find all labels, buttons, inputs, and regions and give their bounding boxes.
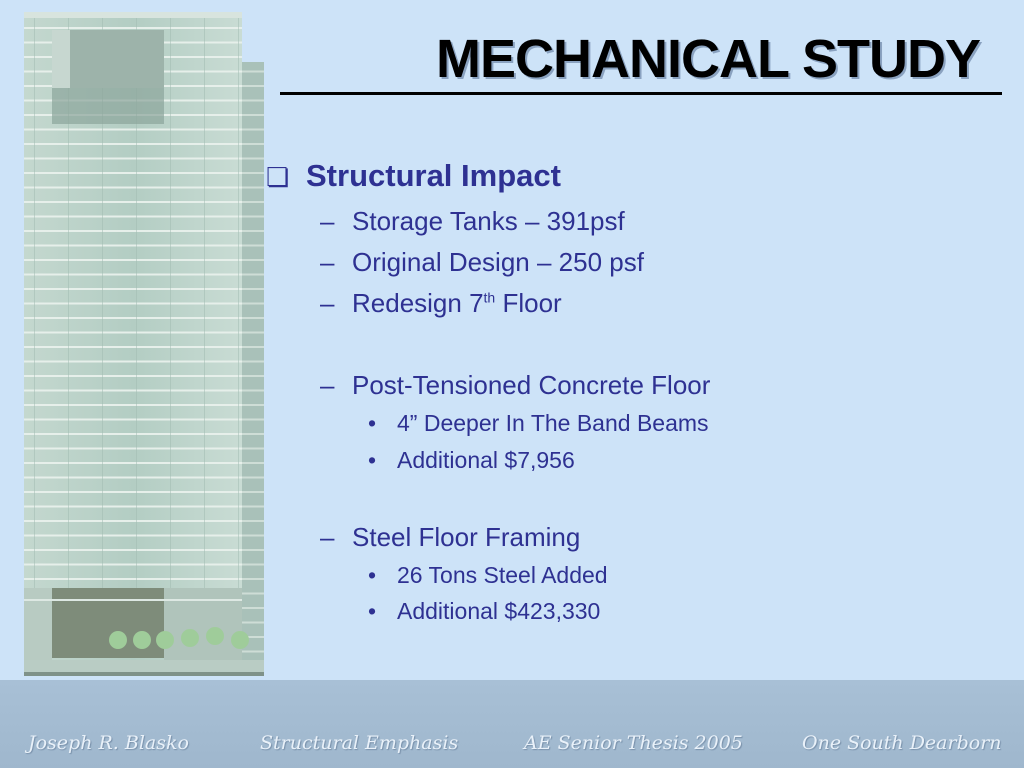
list-item: – Steel Floor Framing xyxy=(320,522,581,552)
sub-list-item: • 4” Deeper In The Band Beams xyxy=(368,410,709,436)
list-item: – Post-Tensioned Concrete Floor xyxy=(320,370,711,400)
list-item: – Original Design – 250 psf xyxy=(320,247,644,277)
slide-title: MECHANICAL STUDY xyxy=(435,29,980,89)
sub-list-item: • 26 Tons Steel Added xyxy=(368,562,608,588)
heading-text: Structural Impact xyxy=(306,158,561,193)
building-elevation-image xyxy=(0,0,275,680)
list-item: – Redesign 7th Floor xyxy=(320,288,562,318)
sub-list-item: • Additional $7,956 xyxy=(368,447,575,473)
footer-project: One South Dearborn xyxy=(802,732,1002,754)
footer-thesis: AE Senior Thesis 2005 xyxy=(524,732,743,754)
sub-list-item: • Additional $423,330 xyxy=(368,598,601,624)
list-item: – Storage Tanks – 391psf xyxy=(320,206,625,236)
footer-bar xyxy=(0,680,1024,768)
footer-author: Joseph R. Blasko xyxy=(28,732,189,754)
heading-bullet-icon: ❏ xyxy=(266,162,290,192)
title-underline xyxy=(280,92,1002,95)
heading-structural-impact xyxy=(266,158,561,194)
footer-emphasis: Structural Emphasis xyxy=(260,732,459,754)
